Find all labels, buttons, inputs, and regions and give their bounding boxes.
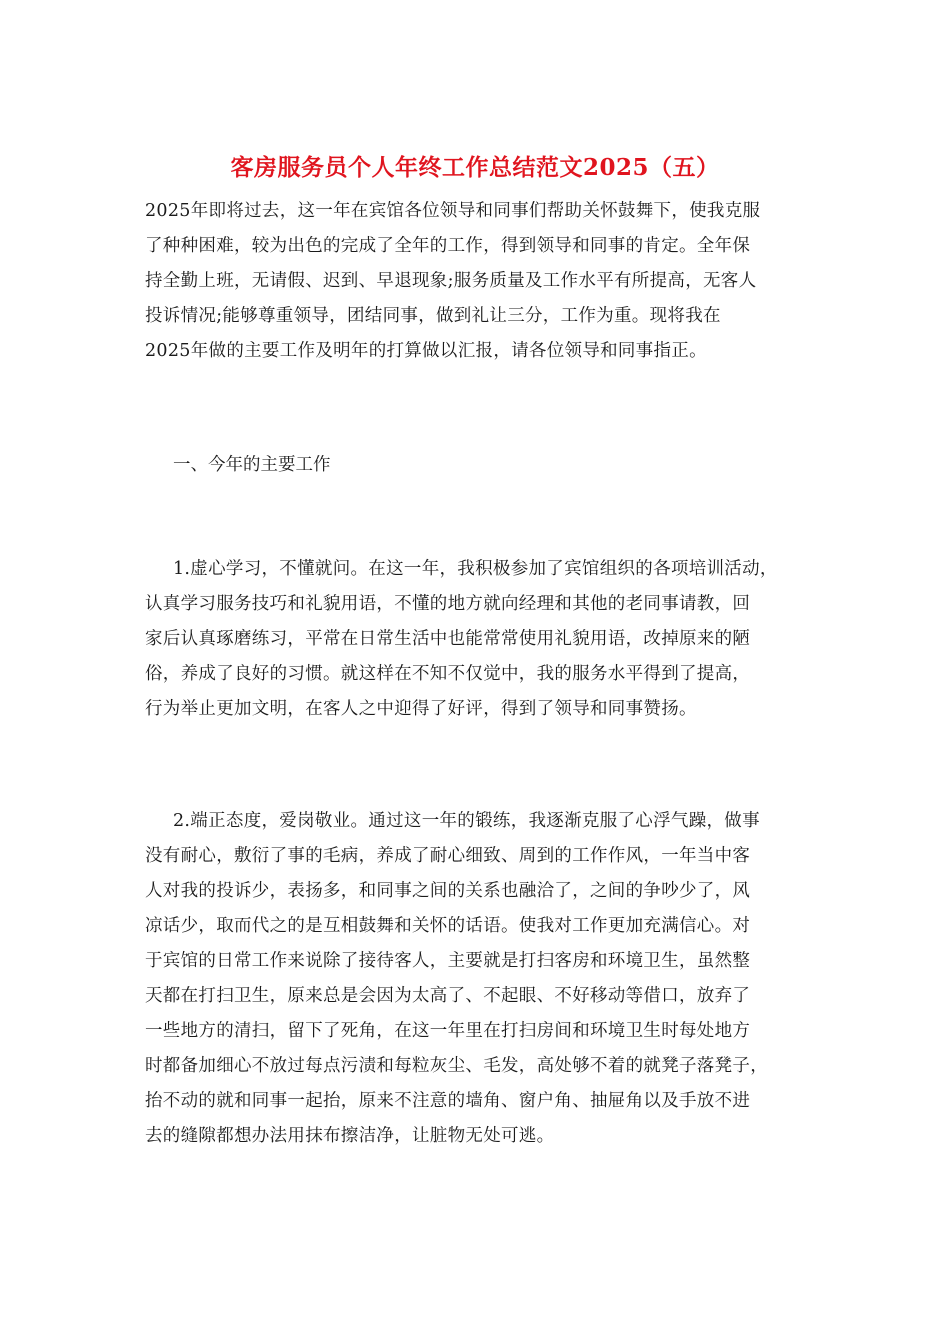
paragraph-line: 认真学习服务技巧和礼貌用语，不懂的地方就向经理和其他的老同事请教，回	[145, 594, 751, 614]
document-title: 客房服务员个人年终工作总结范文2025（五）	[230, 154, 720, 181]
intro-line: 2025年即将过去，这一年在宾馆各位领导和同事们帮助关怀鼓舞下，使我克服	[145, 201, 761, 221]
intro-line: 持全勤上班，无请假、迟到、早退现象;服务质量及工作水平有所提高，无客人	[145, 271, 757, 291]
paragraph-line: 抬不动的就和同事一起抬，原来不注意的墙角、窗户角、抽屉角以及手放不进	[145, 1091, 751, 1111]
paragraph-line: 俗，养成了良好的习惯。就这样在不知不仅觉中，我的服务水平得到了提高，	[145, 664, 751, 684]
paragraph-line: 天都在打扫卫生，原来总是会因为太高了、不起眼、不好移动等借口，放弃了	[145, 986, 751, 1006]
paragraph-line: 家后认真琢磨练习，平常在日常生活中也能常常使用礼貌用语，改掉原来的陋	[145, 629, 751, 649]
paragraph-line: 于宾馆的日常工作来说除了接待客人，主要就是打扫客房和环境卫生，虽然整	[145, 951, 751, 971]
paragraph-line: 2.端正态度，爱岗敬业。通过这一年的锻练，我逐渐克服了心浮气躁，做事	[173, 811, 760, 831]
section-heading: 一、今年的主要工作	[173, 455, 331, 475]
intro-line: 2025年做的主要工作及明年的打算做以汇报，请各位领导和同事指正。	[145, 341, 707, 361]
paragraph-line: 没有耐心，敷衍了事的毛病，养成了耐心细致、周到的工作作风，一年当中客	[145, 846, 751, 866]
paragraph-line: 人对我的投诉少，表扬多，和同事之间的关系也融洽了，之间的争吵少了，风	[145, 881, 751, 901]
paragraph-line: 去的缝隙都想办法用抹布擦洁净，让脏物无处可逃。	[145, 1126, 555, 1146]
paragraph-line: 一些地方的清扫，留下了死角，在这一年里在打扫房间和环境卫生时每处地方	[145, 1021, 751, 1041]
paragraph-line: 行为举止更加文明，在客人之中迎得了好评，得到了领导和同事赞扬。	[145, 699, 697, 719]
paragraph-line: 1.虚心学习，不懂就问。在这一年，我积极参加了宾馆组织的各项培训活动，	[173, 559, 778, 579]
intro-line: 了种种困难，较为出色的完成了全年的工作，得到领导和同事的肯定。全年保	[145, 236, 751, 256]
intro-line: 投诉情况;能够尊重领导，团结同事，做到礼让三分，工作为重。现将我在	[145, 306, 721, 326]
paragraph-line: 时都备加细心不放过每点污渍和每粒灰尘、毛发，高处够不着的就凳子落凳子，	[145, 1056, 768, 1076]
paragraph-line: 凉话少，取而代之的是互相鼓舞和关怀的话语。使我对工作更加充满信心。对	[145, 916, 751, 936]
